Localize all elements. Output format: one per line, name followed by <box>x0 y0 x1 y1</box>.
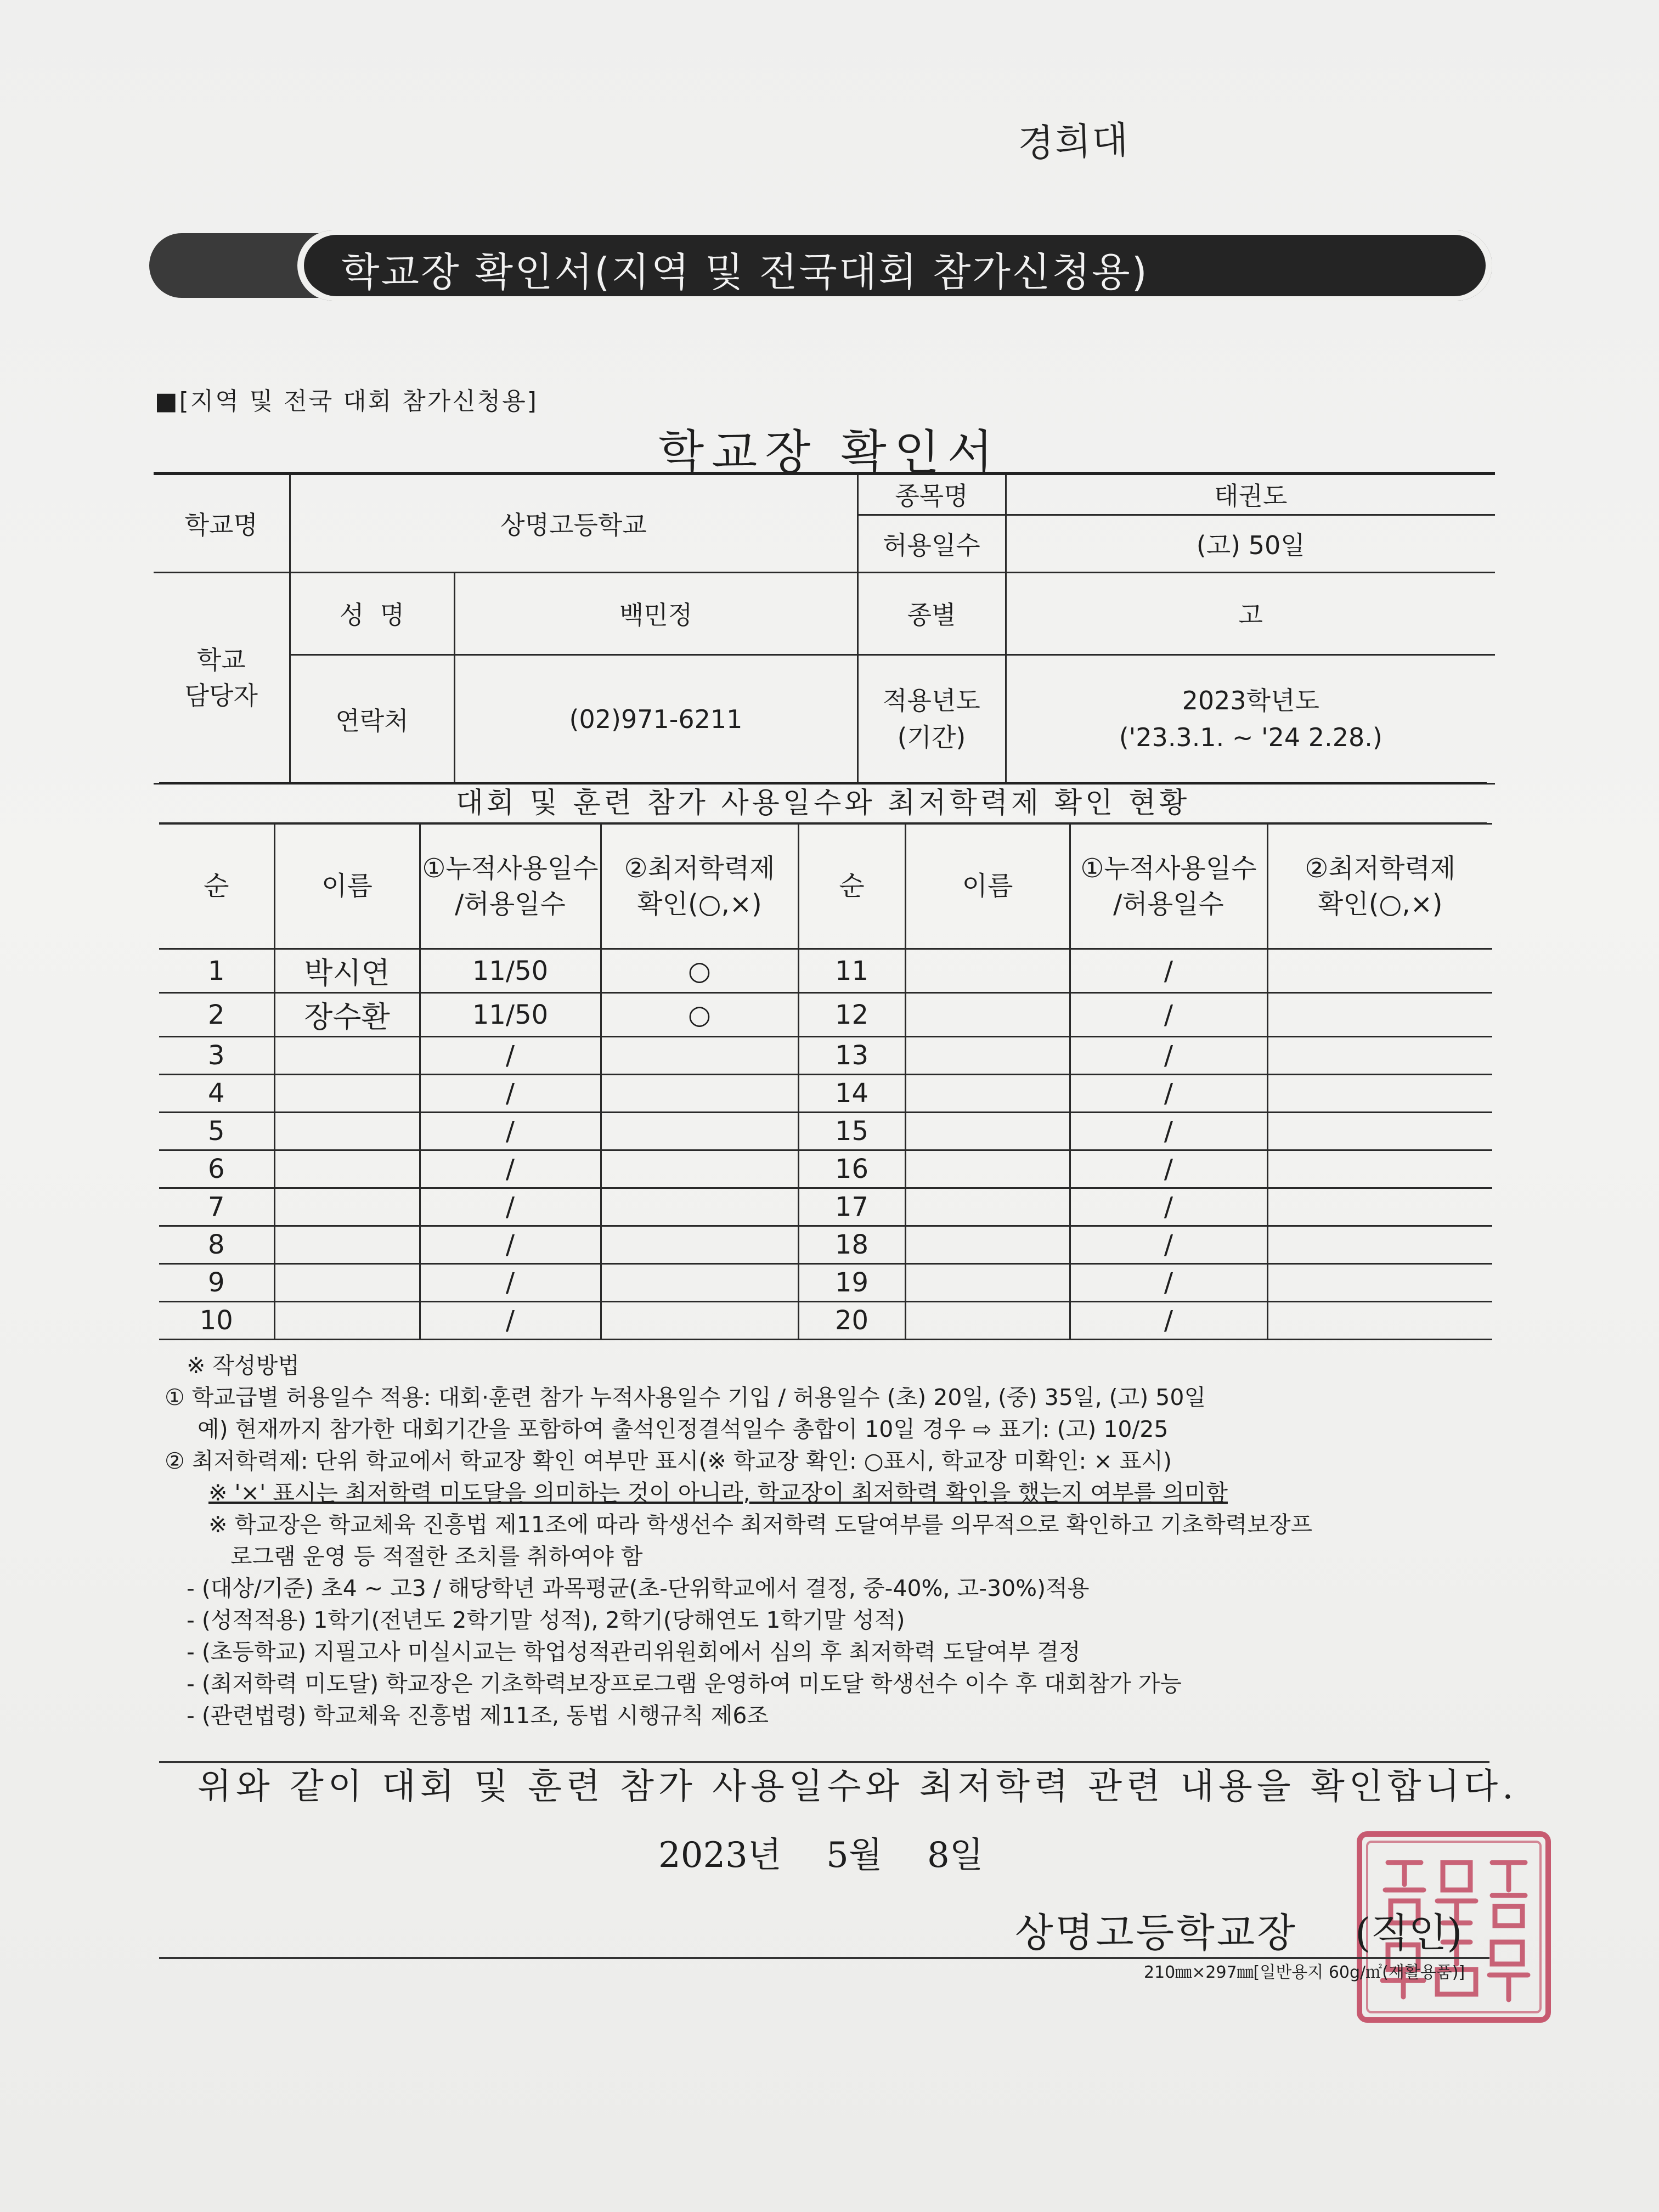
row-number: 12 <box>798 993 905 1037</box>
days-used: / <box>1070 949 1267 993</box>
academic-check <box>1267 993 1492 1037</box>
confirm-text: 위와 같이 대회 및 훈련 참가 사용일수와 최저학력 관련 내용을 확인합니다. <box>198 1767 1518 1807</box>
days-used: / <box>420 1264 601 1302</box>
detail-2: - (성적적용) 1학기(전년도 2학기말 성적), 2학기(당해연도 1학기말 성적) <box>187 1607 905 1633</box>
row-number: 13 <box>798 1037 905 1075</box>
days-used: 11/50 <box>420 993 601 1037</box>
level-label: 종별 <box>857 572 1006 654</box>
issue-date <box>658 1827 984 1877</box>
days-used: / <box>420 1302 601 1340</box>
row-number: 8 <box>159 1226 274 1264</box>
row-number: 20 <box>798 1302 905 1340</box>
name-label: 성 명 <box>290 572 454 654</box>
academic-check <box>601 1150 798 1188</box>
student-name <box>274 1075 420 1113</box>
row-number: 4 <box>159 1075 274 1113</box>
status-row <box>159 1113 1492 1150</box>
academic-check <box>601 1075 798 1113</box>
header-no: 순 <box>798 824 905 949</box>
note-1-example: 예) 현재까지 참가한 대회기간을 포함하여 출석인정결석일수 총합이 10일 경우 ⇨ 표기: (고) 10/25 <box>198 1416 1169 1442</box>
academic-check <box>1267 1188 1492 1226</box>
note-1: ① 학교급별 허용일수 적용: 대회·훈련 참가 누적사용일수 기입 / 허용일수 (초) 20일, (중) 35일, (고) 50일 <box>165 1384 1206 1410</box>
note-2: ② 최저학력제: 단위 학교에서 학교장 확인 여부만 표시(※ 학교장 확인: ○표시, 학교장 미확인: × 표시) <box>165 1448 1172 1474</box>
student-name <box>905 1037 1070 1075</box>
student-name <box>274 1037 420 1075</box>
allowed-days-label: 허용일수 <box>857 515 1006 572</box>
student-name <box>274 1302 420 1340</box>
school-value: 상명고등학교 <box>290 473 857 572</box>
status-body <box>159 949 1492 1340</box>
status-table <box>159 823 1492 1340</box>
sport-label: 종목명 <box>857 473 1006 515</box>
subtitle: ■[지역 및 전국 대회 참가신청용] <box>155 387 538 415</box>
academic-check <box>601 1226 798 1264</box>
student-name <box>905 1226 1070 1264</box>
row-number: 10 <box>159 1302 274 1340</box>
paper-size: 210㎜×297㎜[일반용지 60g/㎡(재활용품)] <box>1144 1963 1465 1982</box>
instructions <box>165 1350 1509 1731</box>
row-number: 17 <box>798 1188 905 1226</box>
manager-label: 학교 담당자 <box>154 572 290 783</box>
academic-check <box>1267 1075 1492 1113</box>
row-number: 15 <box>798 1113 905 1150</box>
days-used: / <box>1070 1037 1267 1075</box>
handwritten-note: 경희대 <box>1017 119 1130 166</box>
status-row <box>159 949 1492 993</box>
student-name <box>274 1150 420 1188</box>
row-number: 9 <box>159 1264 274 1302</box>
date-month: 5월 <box>826 1835 883 1876</box>
academic-check: ○ <box>601 993 798 1037</box>
student-name <box>905 993 1070 1037</box>
days-used: / <box>420 1037 601 1075</box>
level-value: 고 <box>1006 572 1495 654</box>
header-academic: ②최저학력제 확인(○,×) <box>1267 824 1492 949</box>
academic-check <box>601 1037 798 1075</box>
academic-check <box>1267 949 1492 993</box>
info-table <box>154 472 1495 785</box>
date-year: 2023년 <box>658 1835 782 1876</box>
seal-label: (직인) <box>1355 1910 1463 1956</box>
status-row <box>159 993 1492 1037</box>
header-academic: ②최저학력제 확인(○,×) <box>601 824 798 949</box>
row-number: 1 <box>159 949 274 993</box>
days-used: / <box>420 1226 601 1264</box>
student-name <box>905 949 1070 993</box>
row-number: 5 <box>159 1113 274 1150</box>
row-number: 3 <box>159 1037 274 1075</box>
contact-value: (02)971-6211 <box>454 654 857 783</box>
notes-heading: ※ 작성방법 <box>187 1352 300 1379</box>
days-used: / <box>1070 1226 1267 1264</box>
days-used: / <box>1070 1075 1267 1113</box>
student-name <box>905 1302 1070 1340</box>
student-name <box>274 1188 420 1226</box>
school-label: 학교명 <box>154 473 290 572</box>
note-2-b: ※ 학교장은 학교체육 진흥법 제11조에 따라 학생선수 최저학력 도달여부를 의무적으로 확인하고 기초학력보장프 <box>208 1511 1313 1538</box>
academic-check <box>1267 1113 1492 1150</box>
student-name <box>274 1264 420 1302</box>
days-used: / <box>420 1188 601 1226</box>
status-row <box>159 1188 1492 1226</box>
academic-check <box>601 1302 798 1340</box>
academic-check <box>1267 1264 1492 1302</box>
date-day: 8일 <box>927 1835 984 1876</box>
detail-1: - (대상/기준) 초4 ~ 고3 / 해당학년 과목평균(초-단위학교에서 결정, 중-40%, 고-30%)적용 <box>187 1575 1090 1601</box>
detail-5: - (관련법령) 학교체육 진흥법 제11조, 동법 시행규칙 제6조 <box>187 1702 769 1729</box>
status-title: 대회 및 훈련 참가 사용일수와 최저학력제 확인 현황 <box>159 782 1487 825</box>
days-used: / <box>1070 1113 1267 1150</box>
row-number: 11 <box>798 949 905 993</box>
student-name <box>905 1113 1070 1150</box>
header-name: 이름 <box>905 824 1070 949</box>
banner-title: 학교장 확인서(지역 및 전국대회 참가신청용) <box>341 249 1149 295</box>
student-name: 장수환 <box>274 993 420 1037</box>
days-used: / <box>1070 1188 1267 1226</box>
academic-check <box>601 1264 798 1302</box>
academic-check <box>1267 1150 1492 1188</box>
header-days: ①누적사용일수 /허용일수 <box>420 824 601 949</box>
row-number: 16 <box>798 1150 905 1188</box>
days-used: / <box>1070 1150 1267 1188</box>
detail-4: - (최저학력 미도달) 학교장은 기초학력보장프로그램 운영하여 미도달 학생선수 이수 후 대회참가 가능 <box>187 1671 1182 1697</box>
academic-check: ○ <box>601 949 798 993</box>
row-number: 19 <box>798 1264 905 1302</box>
student-name <box>905 1264 1070 1302</box>
contact-label: 연락처 <box>290 654 454 783</box>
status-row <box>159 1264 1492 1302</box>
academic-check <box>1267 1226 1492 1264</box>
row-number: 2 <box>159 993 274 1037</box>
year-label: 적용년도 (기간) <box>857 654 1006 783</box>
header-days: ①누적사용일수 /허용일수 <box>1070 824 1267 949</box>
student-name <box>274 1113 420 1150</box>
academic-check <box>601 1113 798 1150</box>
note-2-b-cont: 로그램 운영 등 적절한 조치를 취하여야 함 <box>230 1543 643 1570</box>
days-used: / <box>1070 1302 1267 1340</box>
allowed-days-value: (고) 50일 <box>1006 515 1495 572</box>
student-name <box>905 1188 1070 1226</box>
status-row <box>159 1226 1492 1264</box>
student-name <box>274 1226 420 1264</box>
days-used: / <box>420 1113 601 1150</box>
student-name <box>905 1075 1070 1113</box>
sport-value: 태권도 <box>1006 473 1495 515</box>
days-used: 11/50 <box>420 949 601 993</box>
row-number: 18 <box>798 1226 905 1264</box>
row-number: 14 <box>798 1075 905 1113</box>
header-no: 순 <box>159 824 274 949</box>
days-used: / <box>420 1075 601 1113</box>
title-banner <box>149 230 1492 302</box>
note-2-a: ※ '×' 표시는 최저학력 미도달을 의미하는 것이 아니라, 학교장이 최저학력 확인을 했는지 여부를 의미함 <box>208 1480 1228 1506</box>
row-number: 7 <box>159 1188 274 1226</box>
detail-3: - (초등학교) 지필고사 미실시교는 학업성적관리위원회에서 심의 후 최저학력 도달여부 결정 <box>187 1639 1081 1665</box>
status-row <box>159 1150 1492 1188</box>
academic-check <box>1267 1037 1492 1075</box>
year-value: 2023학년도 ('23.3.1. ~ '24 2.28.) <box>1006 654 1495 783</box>
student-name <box>905 1150 1070 1188</box>
days-used: / <box>420 1150 601 1188</box>
status-row <box>159 1075 1492 1113</box>
header-name: 이름 <box>274 824 420 949</box>
row-number: 6 <box>159 1150 274 1188</box>
days-used: / <box>1070 993 1267 1037</box>
status-row <box>159 1037 1492 1075</box>
doc-title: 학교장 확인서 <box>658 425 1001 480</box>
status-row <box>159 1302 1492 1340</box>
academic-check <box>601 1188 798 1226</box>
name-value: 백민정 <box>454 572 857 654</box>
student-name: 박시연 <box>274 949 420 993</box>
academic-check <box>1267 1302 1492 1340</box>
days-used: / <box>1070 1264 1267 1302</box>
principal-name: 상명고등학교장 <box>1015 1910 1297 1956</box>
